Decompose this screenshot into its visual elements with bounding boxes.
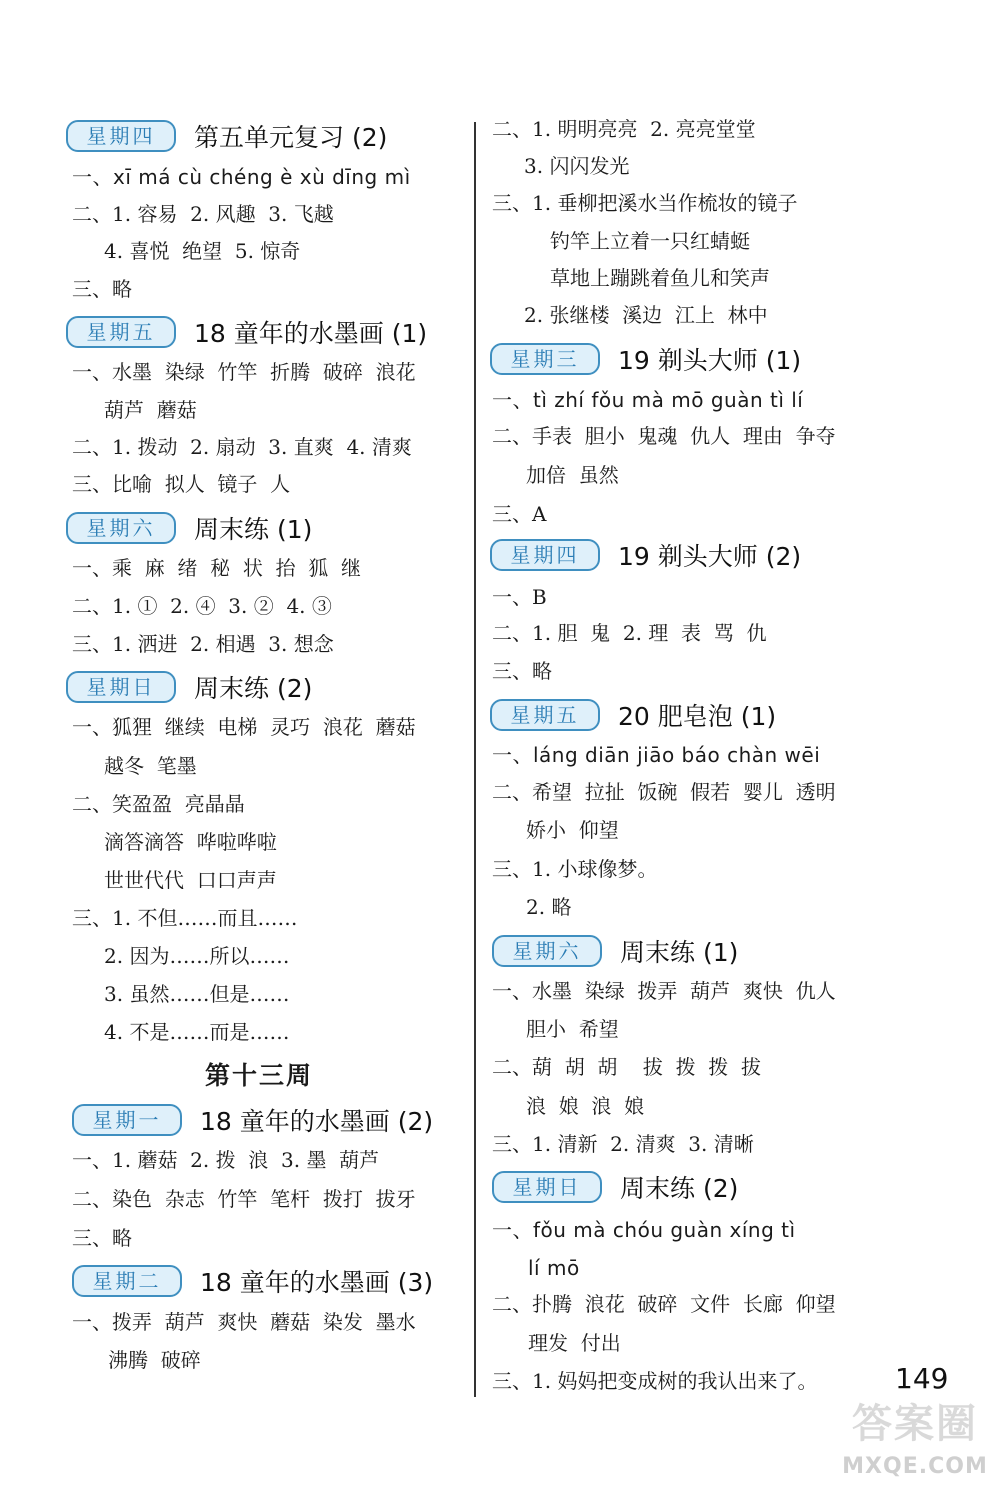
answer-line: 4. 不是……而是…… [104,1020,290,1044]
day-badge: 星期五 [490,699,600,731]
answer-line: 4. 喜悦 绝望 5. 惊奇 [104,239,301,263]
answer-line: 二、1. 胆 鬼 2. 理 表 骂 仇 [492,621,767,645]
answer-line: 二、1. 明明亮亮 2. 亮亮堂堂 [492,117,756,141]
answer-line: 二、手表 胆小 鬼魂 仇人 理由 争夺 [492,424,836,448]
section-header [72,1261,433,1301]
day-badge: 星期三 [490,343,600,375]
answer-line: 浪 娘 浪 娘 [526,1094,645,1118]
section-title: 18 童年的水墨画 (3) [200,1268,434,1297]
answer-line: 三、1. 洒进 2. 相遇 3. 想念 [72,632,334,656]
answer-line: 一、1. 蘑菇 2. 拨 浪 3. 墨 葫芦 [72,1148,380,1172]
section-header [492,931,738,971]
section-title: 19 剃头大师 (2) [618,542,802,571]
answer-line: 胆小 希望 [526,1017,619,1041]
answer-line: 2. 张继楼 溪边 江上 林中 [524,303,768,327]
section-title: 18 童年的水墨画 (2) [200,1107,434,1136]
answer-line: 2. 略 [526,895,572,919]
day-badge: 星期五 [66,316,176,348]
answer-line: 三、A [492,502,547,526]
section-header [72,1100,433,1140]
answer-line: 三、略 [72,277,132,301]
answer-line: 三、1. 妈妈把变成树的我认出来了。 [492,1369,818,1393]
section-title: 第五单元复习 (2) [194,123,388,152]
answer-line: 世世代代 口口声声 [104,868,277,892]
watermark-url-text: MXQE.COM [842,1454,988,1479]
answer-line: 一、xī má cù chéng è xù dīng mì [72,165,411,189]
answer-line: 二、1. 容易 2. 风趣 3. 飞越 [72,202,334,226]
answer-line: 葫芦 蘑菇 [104,398,197,422]
answer-line: 滴答滴答 哗啦哗啦 [104,830,277,854]
section-header [66,312,427,352]
section-header [490,535,801,575]
day-badge: 星期一 [72,1104,182,1136]
answer-line: 三、1. 不但……而且…… [72,906,298,930]
section-title: 周末练 (1) [194,515,313,544]
answer-line: 一、乘 麻 绪 秘 状 抬 狐 继 [72,556,362,580]
day-badge: 星期日 [66,671,176,703]
section-title: 周末练 (2) [194,674,313,703]
answer-line: 一、tì zhí fǒu mà mō guàn tì lí [492,388,804,412]
day-badge: 星期日 [492,1171,602,1203]
answer-line: 一、B [492,585,547,609]
answer-line: 二、葫 胡 胡 拔 拨 拨 拔 [492,1055,762,1079]
section-header [66,667,312,707]
answer-line: 二、希望 拉扯 饭碗 假若 婴儿 透明 [492,780,836,804]
day-badge: 星期二 [72,1265,182,1297]
watermark [840,1392,990,1492]
day-badge: 星期六 [492,935,602,967]
section-header [66,116,387,156]
answer-line: lí mō [528,1256,580,1280]
answer-line: 三、略 [492,659,552,683]
answer-line: 草地上蹦跳着鱼儿和笑声 [550,266,770,290]
answer-line: 一、拨弄 葫芦 爽快 蘑菇 染发 墨水 [72,1310,416,1334]
answer-line: 三、略 [72,1226,132,1250]
day-badge: 星期四 [490,539,600,571]
answer-line: 一、狐狸 继续 电梯 灵巧 浪花 蘑菇 [72,715,416,739]
answer-line: 二、1. 拨动 2. 扇动 3. 直爽 4. 清爽 [72,435,412,459]
day-badge: 星期六 [66,512,176,544]
answer-line: 钓竿上立着一只红蜻蜓 [550,229,750,253]
week-title: 第十三周 [205,1061,314,1090]
answer-line: 加倍 虽然 [526,463,619,487]
section-header [490,695,776,735]
section-title: 周末练 (2) [620,1174,739,1203]
day-badge: 星期四 [66,120,176,152]
section-title: 20 肥皂泡 (1) [618,702,777,731]
section-title: 18 童年的水墨画 (1) [194,319,428,348]
answer-line: 二、1. ① 2. ④ 3. ② 4. ③ [72,594,332,618]
answer-line: 三、1. 垂柳把溪水当作梳妆的镜子 [492,191,798,215]
answer-line: 二、笑盈盈 亮晶晶 [72,792,245,816]
section-title: 周末练 (1) [620,938,739,967]
section-header [66,508,312,548]
answer-line: 二、扑腾 浪花 破碎 文件 长廊 仰望 [492,1292,836,1316]
answer-line: 3. 闪闪发光 [524,154,630,178]
section-header [490,339,801,379]
answer-line: 三、比喻 拟人 镜子 人 [72,472,291,496]
answer-line: 一、láng diān jiāo báo chàn wēi [492,743,821,767]
watermark-logo-text: 答案圈 [852,1401,978,1447]
answer-line: 理发 付出 [528,1331,621,1355]
page-number: 149 [895,1362,949,1395]
answer-line: 一、fǒu mà chóu guàn xíng tì [492,1218,796,1242]
answer-line: 3. 虽然……但是…… [104,982,290,1006]
answer-line: 娇小 仰望 [526,818,619,842]
answer-line: 一、水墨 染绿 竹竿 折腾 破碎 浪花 [72,360,416,384]
answer-line: 沸腾 破碎 [108,1348,201,1372]
section-header [492,1167,738,1207]
column-divider [474,122,476,1397]
answer-line: 三、1. 清新 2. 清爽 3. 清晰 [492,1132,754,1156]
answer-line: 越冬 笔墨 [104,754,197,778]
answer-line: 二、染色 杂志 竹竿 笔杆 拨打 拔牙 [72,1187,416,1211]
answer-line: 2. 因为……所以…… [104,944,290,968]
answer-line: 三、1. 小球像梦。 [492,857,658,881]
section-title: 19 剃头大师 (1) [618,346,802,375]
answer-line: 一、水墨 染绿 拨弄 葫芦 爽快 仇人 [492,979,836,1003]
